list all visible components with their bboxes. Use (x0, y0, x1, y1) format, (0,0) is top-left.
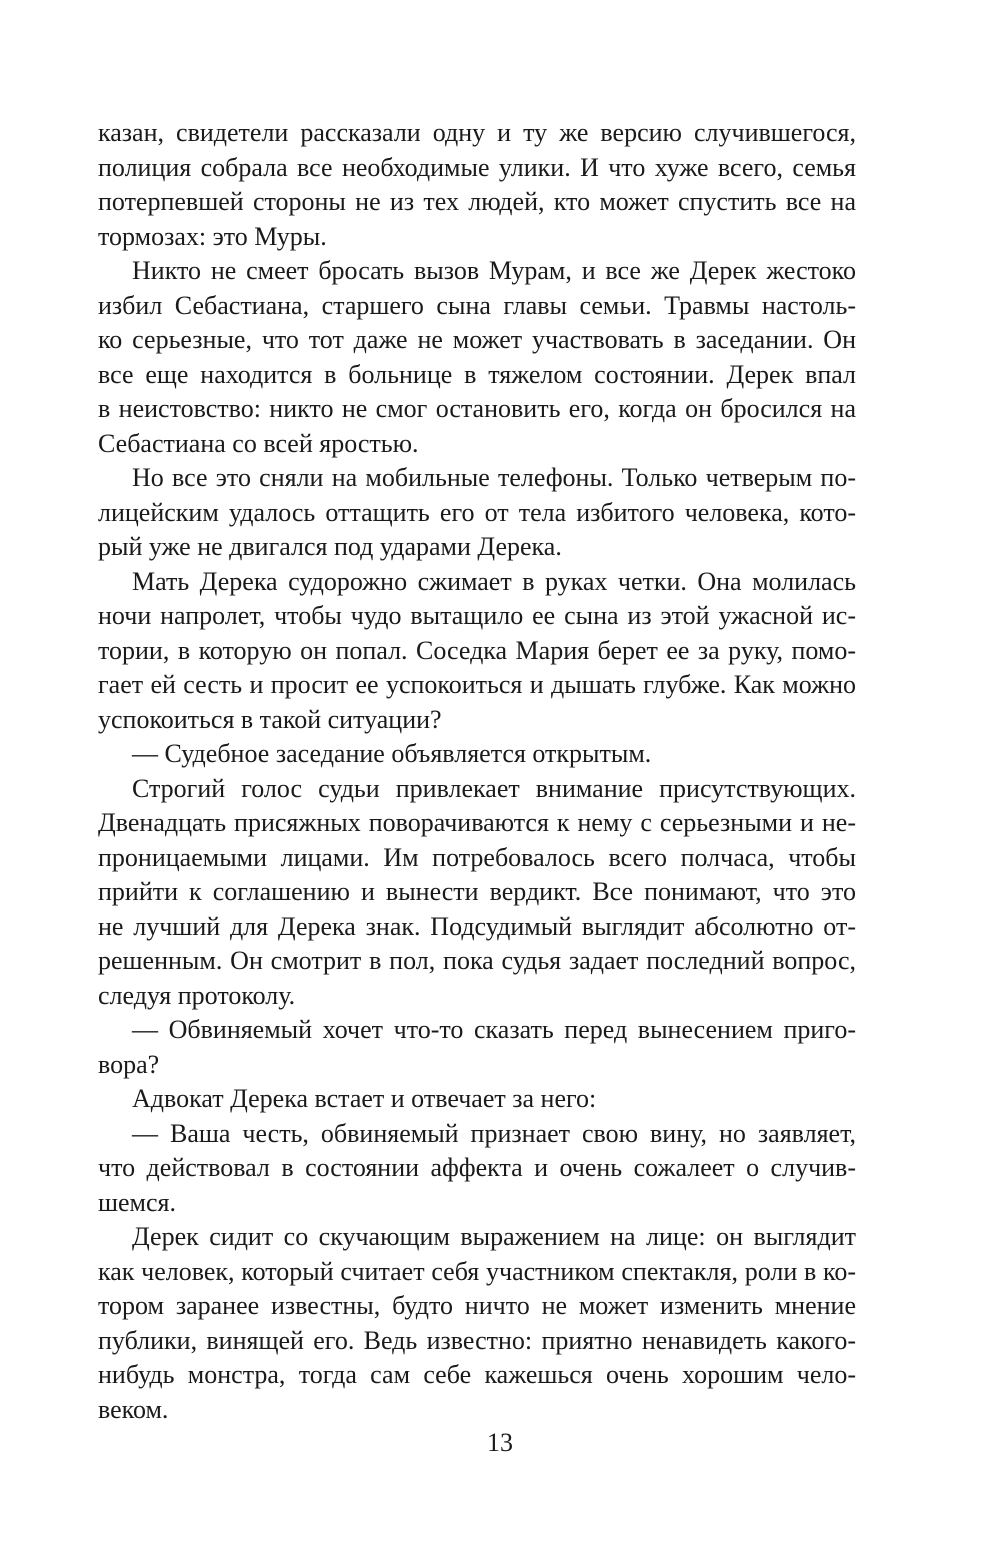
text-line: Строгий голос судьи привлекает внимание присутствующих. (132, 773, 856, 803)
text-line: шемся. (98, 1187, 177, 1217)
text-line: успокоиться в такой ситуации? (98, 704, 442, 734)
text-line: Себастиана со всей яростью. (98, 428, 419, 458)
text-line: полиция собрала все необходимые улики. И что хуже всего, семья (98, 152, 856, 182)
text-line: тормозах: это Муры. (98, 221, 327, 251)
text-line: ко серьезные, что тот даже не может участвовать в заседании. Он (98, 325, 856, 354)
text-line: — Обвиняемый хочет что-то сказать перед вынесением приго- (132, 1015, 856, 1044)
text-line: — Ваша честь, обвиняемый признает свою вину, но заявляет, (132, 1118, 856, 1148)
text-line: избил Себастиана, старшего сына главы семьи. Травмы настоль- (98, 290, 856, 320)
text-line: — Судебное заседание объявляется открытым. (132, 739, 652, 768)
text-line: ночи напролет, чтобы чудо вытащило ее сына из этой ужасной ис- (98, 601, 856, 630)
text-line: не лучший для Дерека знак. Подсудимый выглядит абсолютно от- (98, 911, 856, 941)
text-line: Мать Дерека судорожно сжимает в руках четки. Она молилась (132, 566, 856, 596)
text-line: решенным. Он смотрит в пол, пока судья задает последний вопрос, (98, 946, 856, 975)
text-line: Но все это сняли на мобильные телефоны. Только четверым по- (132, 463, 856, 492)
text-line: что действовал в состоянии аффекта и очень сожалеет о случив- (98, 1153, 856, 1182)
text-line: все еще находится в больнице в тяжелом состоянии. Дерек впал (98, 359, 856, 389)
text-line: вора? (98, 1049, 160, 1079)
body-text (98, 116, 856, 1427)
text-line: тором заранее известны, будто ничто не может изменить мнение (98, 1291, 856, 1320)
text-line: публики, винящей его. Ведь известно: приятно ненавидеть какого- (98, 1325, 856, 1355)
text-line: лицейским удалось оттащить его от тела избитого человека, кото- (98, 497, 856, 527)
text-line: рый уже не двигался под ударами Дерека. (98, 532, 562, 561)
text-line: Адвокат Дерека встает и отвечает за него: (132, 1084, 597, 1113)
page-number: 13 (487, 1428, 513, 1457)
text-line: нибудь монстра, тогда сам себе кажешься очень хорошим чело- (98, 1360, 856, 1389)
text-line: проницаемыми лицами. Им потребовалось всего полчаса, чтобы (98, 842, 856, 872)
text-line: тории, в которую он попал. Соседка Мария берет ее за руку, помо- (98, 635, 856, 665)
text-line: гает ей сесть и просит ее успокоиться и дышать глубже. Как можно (98, 670, 856, 699)
text-line: следуя протоколу. (98, 980, 296, 1010)
text-line: Дерек сидит со скучающим выражением на лице: он выглядит (132, 1222, 856, 1251)
text-line: веком. (98, 1394, 169, 1424)
text-line: как человек, который считает себя участником спектакля, роли в ко- (98, 1256, 856, 1286)
text-line: прийти к соглашению и вынести вердикт. Все понимают, что это (98, 877, 856, 906)
text-line: казан, свидетели рассказали одну и ту же версию случившегося, (98, 118, 856, 147)
text-line: Двенадцать присяжных поворачиваются к нему с серьезными и не- (98, 808, 856, 837)
text-line: Никто не смеет бросать вызов Мурам, и все же Дерек жестоко (132, 256, 856, 285)
text-line: потерпевшей стороны не из тех людей, кто может спустить все на (98, 187, 856, 216)
text-line: в неистовство: никто не смог остановить его, когда он бросился на (98, 394, 856, 423)
